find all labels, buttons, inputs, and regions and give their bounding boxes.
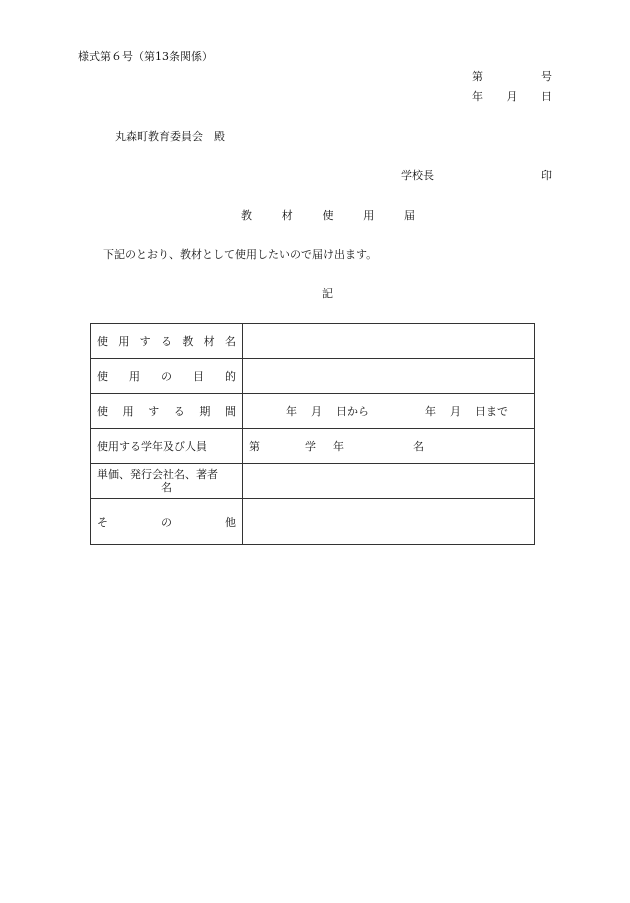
period-start-day: 日から bbox=[336, 405, 369, 418]
date-year: 年 bbox=[472, 90, 483, 103]
date-month: 月 bbox=[506, 90, 518, 103]
count-mei: 名 bbox=[413, 440, 424, 453]
label-char: す bbox=[148, 405, 160, 418]
period-end-year: 年 bbox=[425, 405, 436, 418]
document-title bbox=[241, 209, 415, 223]
document-number-line bbox=[472, 70, 552, 84]
label-char: 間 bbox=[224, 405, 236, 418]
value-period[interactable] bbox=[243, 394, 535, 429]
label-char: 用 bbox=[129, 370, 140, 383]
table-row bbox=[91, 499, 535, 545]
label-price-publisher-author bbox=[91, 464, 243, 499]
form-number: 様式第６号（第13条関係） bbox=[78, 50, 213, 63]
label-char: る bbox=[160, 335, 172, 348]
label-char: 的 bbox=[225, 370, 236, 383]
table-row bbox=[91, 464, 535, 499]
date-day: 日 bbox=[541, 90, 552, 103]
label-material-name bbox=[91, 324, 243, 359]
label-other bbox=[91, 499, 243, 545]
label-char: る bbox=[173, 405, 185, 418]
label-char: 名 bbox=[224, 335, 236, 348]
label-text: 使用する学年及び人員 bbox=[97, 440, 207, 453]
label-char: 材 bbox=[203, 335, 215, 348]
body-text: 下記のとおり、教材として使用したいので届け出ます。 bbox=[103, 248, 378, 261]
label-char: 教 bbox=[182, 335, 194, 348]
grade-dai: 第 bbox=[249, 440, 260, 453]
label-purpose bbox=[91, 359, 243, 394]
label-char: 他 bbox=[225, 515, 236, 529]
sender-label: 学校長 bbox=[401, 169, 434, 182]
ki-label: 記 bbox=[322, 287, 333, 300]
grade-gaku: 学 bbox=[305, 440, 316, 453]
label-text: 名 bbox=[161, 481, 172, 494]
label-char: の bbox=[161, 370, 172, 383]
label-char: そ bbox=[97, 515, 108, 529]
value-purpose[interactable] bbox=[243, 359, 535, 394]
label-period bbox=[91, 394, 243, 429]
doc-number-dai: 第 bbox=[472, 70, 483, 83]
label-char: 期 bbox=[199, 405, 211, 418]
label-grade-and-count bbox=[91, 429, 243, 464]
period-end-month: 月 bbox=[450, 405, 461, 418]
date-line bbox=[472, 90, 552, 104]
value-price-publisher-author[interactable] bbox=[243, 464, 535, 499]
label-char: 用 bbox=[118, 335, 130, 348]
label-char: す bbox=[139, 335, 151, 348]
label-text: 単価、発行会社名、著者 bbox=[97, 468, 218, 481]
addressee: 丸森町教育委員会 殿 bbox=[115, 130, 225, 143]
table-row bbox=[91, 359, 535, 394]
label-char: 用 bbox=[122, 405, 134, 418]
title-char: 使 bbox=[322, 209, 334, 222]
usage-details-table bbox=[90, 323, 535, 545]
title-char: 届 bbox=[404, 209, 415, 222]
value-grade-and-count[interactable] bbox=[243, 429, 535, 464]
title-char: 用 bbox=[363, 209, 375, 222]
title-char: 材 bbox=[281, 209, 293, 222]
label-char: 使 bbox=[97, 335, 108, 348]
value-material-name[interactable] bbox=[243, 324, 535, 359]
label-char: 使 bbox=[97, 405, 108, 418]
seal-mark: 印 bbox=[541, 169, 552, 182]
label-char: 使 bbox=[97, 370, 108, 383]
value-other[interactable] bbox=[243, 499, 535, 545]
period-start-year: 年 bbox=[286, 405, 297, 418]
table-row bbox=[91, 394, 535, 429]
period-start-month: 月 bbox=[311, 405, 322, 418]
grade-nen: 年 bbox=[333, 440, 344, 453]
title-char: 教 bbox=[241, 209, 252, 222]
label-char: 目 bbox=[193, 370, 204, 383]
doc-number-go: 号 bbox=[541, 70, 552, 83]
table-row bbox=[91, 324, 535, 359]
table-row bbox=[91, 429, 535, 464]
label-char: の bbox=[161, 515, 172, 529]
period-end-day: 日まで bbox=[475, 405, 508, 418]
